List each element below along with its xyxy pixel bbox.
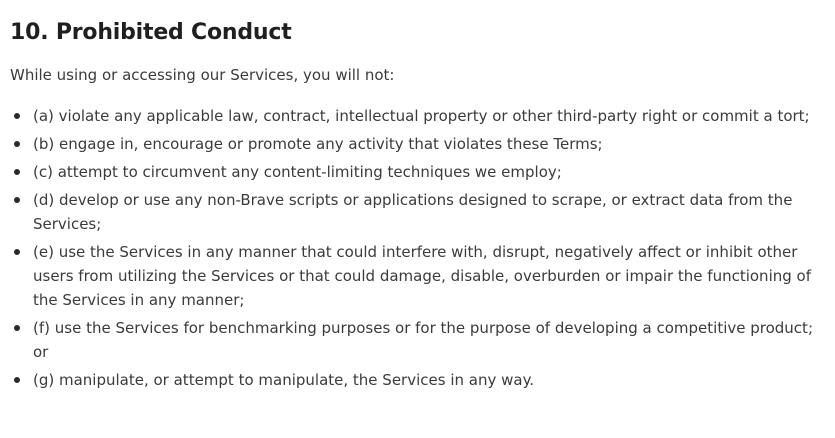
bullet-icon <box>14 113 20 119</box>
list-item-text: (g) manipulate, or attempt to manipulate, the Services in any way. <box>33 371 535 389</box>
list-item <box>0 240 835 312</box>
section-intro: While using or accessing our Services, you will not: <box>10 66 395 84</box>
list-item <box>0 132 835 156</box>
list-item-text: (b) engage in, encourage or promote any activity that violates these Terms; <box>33 135 603 153</box>
list-item-text: (c) attempt to circumvent any content-limiting techniques we employ; <box>33 163 562 181</box>
list-item-text: (f) use the Services for benchmarking purposes or for the purpose of developing a competitive product; or <box>33 319 813 361</box>
list-item <box>0 316 835 364</box>
section-heading: 10. Prohibited Conduct <box>10 20 292 45</box>
bullet-icon <box>14 377 20 383</box>
list-item <box>0 368 835 392</box>
list-item-text: (d) develop or use any non-Brave scripts or applications designed to scrape, or extract data from the Services; <box>33 191 793 233</box>
bullet-icon <box>14 197 20 203</box>
list-item-text: (e) use the Services in any manner that could interfere with, disrupt, negatively affect or inhibit other users from utilizing the Services or that could damage, disable, overburden or impair the functioning of the Services in any manner; <box>33 243 811 309</box>
list-item <box>0 188 835 236</box>
prohibited-conduct-list <box>0 104 835 396</box>
list-item-text: (a) violate any applicable law, contract, intellectual property or other third-party right or commit a tort; <box>33 107 810 125</box>
list-item <box>0 160 835 184</box>
bullet-icon <box>14 141 20 147</box>
bullet-icon <box>14 249 20 255</box>
bullet-icon <box>14 169 20 175</box>
list-item <box>0 104 835 128</box>
bullet-icon <box>14 325 20 331</box>
